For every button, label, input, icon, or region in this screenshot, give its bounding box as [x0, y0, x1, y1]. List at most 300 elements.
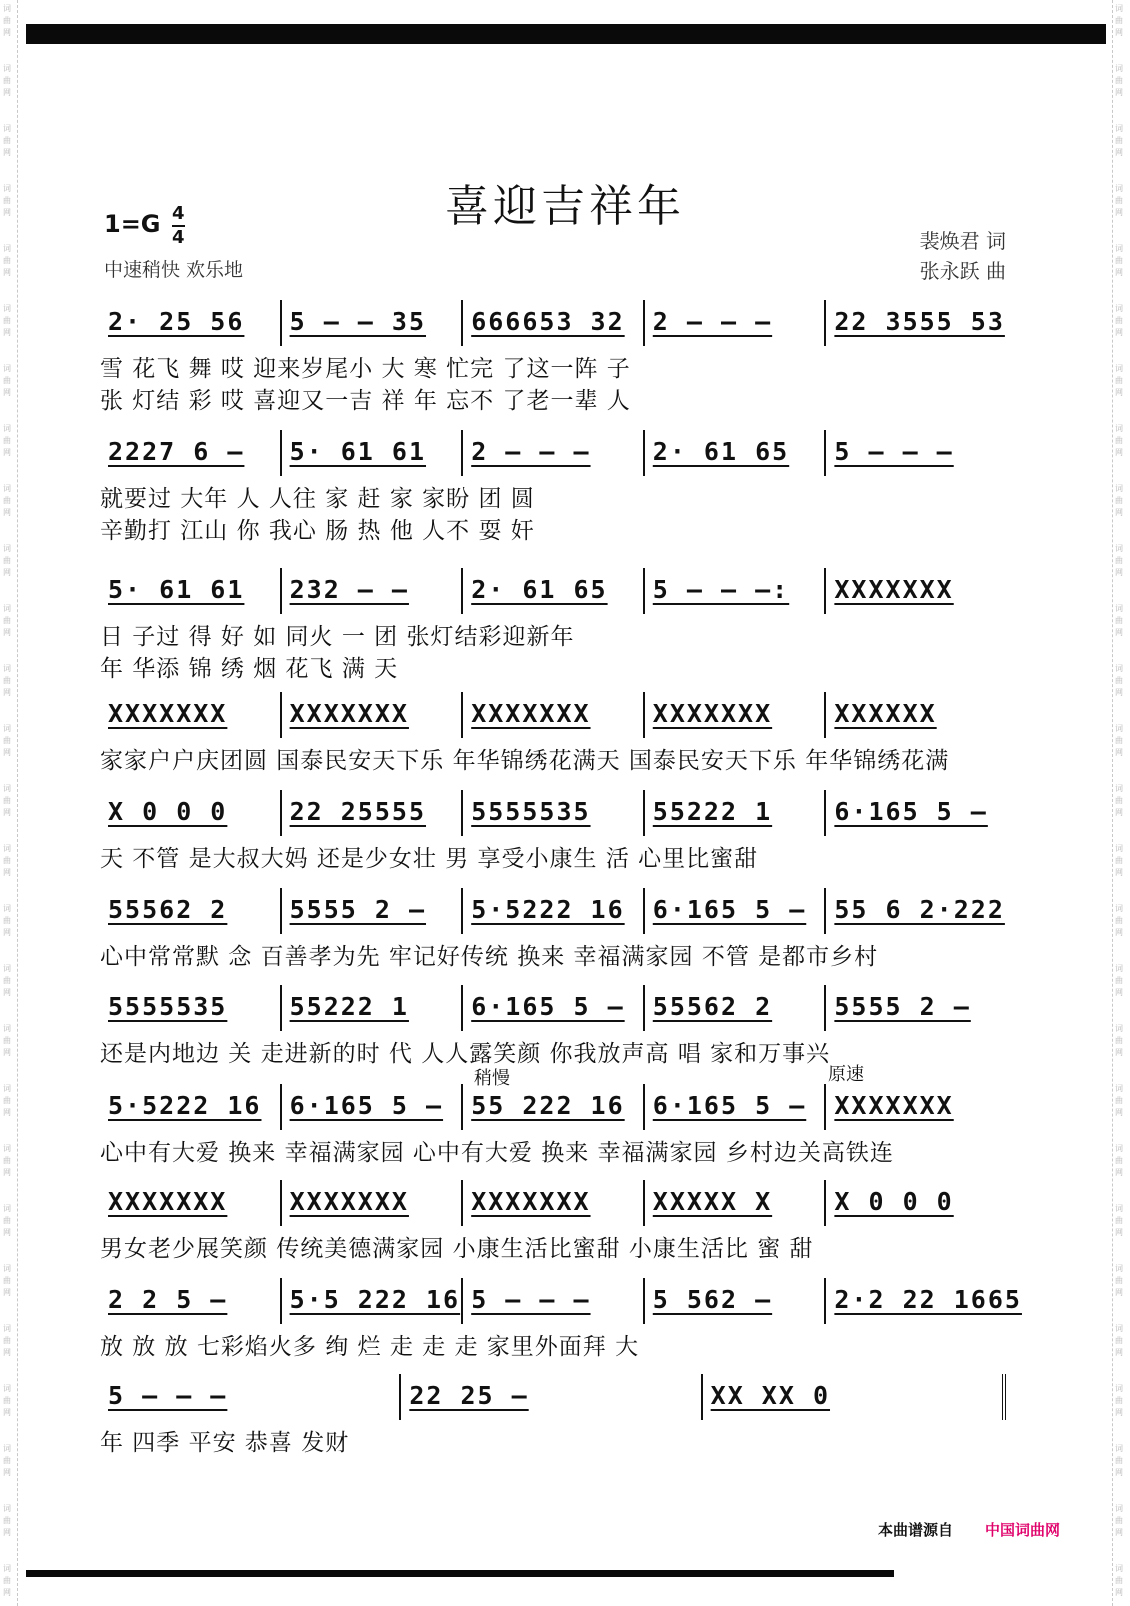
measure-notes: 5· 61 61 [108, 575, 245, 604]
watermark-glyph: 词 [3, 844, 11, 853]
watermark-glyph: 网 [1115, 568, 1123, 577]
time-signature-top: 4 [172, 203, 185, 224]
watermark-glyph: 词 [1115, 664, 1123, 673]
measure [280, 888, 462, 934]
watermark-glyph: 曲 [1115, 736, 1123, 745]
watermark-glyph: 网 [1115, 808, 1123, 817]
watermark-glyph: 曲 [1115, 376, 1123, 385]
watermark-glyph: 网 [1115, 1228, 1123, 1237]
watermark-glyph: 曲 [3, 856, 11, 865]
measure [100, 692, 280, 738]
watermark-glyph: 网 [1115, 1588, 1123, 1597]
watermark-glyph: 词 [1115, 724, 1123, 733]
watermark-glyph: 词 [1115, 784, 1123, 793]
watermark-glyph: 曲 [3, 1216, 11, 1225]
measure-notes: 5 – – – [471, 1285, 591, 1314]
watermark-glyph: 词 [1115, 484, 1123, 493]
watermark-glyph: 曲 [1115, 196, 1123, 205]
note-line [100, 985, 1006, 1031]
watermark-glyph: 词 [3, 1564, 11, 1573]
right-margin-watermark [1112, 0, 1128, 1606]
note-line [100, 692, 1006, 738]
measure [100, 300, 280, 346]
watermark-glyph: 曲 [3, 736, 11, 745]
measure [824, 430, 1006, 476]
watermark-glyph: 词 [1115, 1144, 1123, 1153]
measure [824, 790, 1006, 836]
watermark-glyph: 网 [3, 1288, 11, 1297]
watermark-glyph: 词 [3, 364, 11, 373]
watermark-glyph: 词 [1115, 1204, 1123, 1213]
key-signature: 1=G [104, 210, 161, 238]
watermark-glyph: 词 [1115, 844, 1123, 853]
watermark-glyph: 词 [3, 664, 11, 673]
measure-notes: 5555535 [471, 797, 591, 826]
lyric-line-verse-1: 还是内地边 关 走进新的时 代 人人露笑颜 你我放声高 唱 家和万事兴 [100, 1041, 831, 1067]
measure-notes: 5 – – 35 [289, 307, 427, 336]
watermark-glyph: 曲 [1115, 556, 1123, 565]
watermark-glyph: 曲 [1115, 1156, 1123, 1165]
measure [100, 985, 280, 1031]
measure-notes: 2227 6 – [108, 437, 245, 466]
measure [461, 790, 643, 836]
note-line [100, 1180, 1006, 1226]
measure-notes: 5 – – – [108, 1381, 228, 1410]
measure [461, 692, 643, 738]
measure-notes: 5555535 [108, 992, 228, 1021]
note-line [100, 1278, 1022, 1324]
watermark-glyph: 词 [3, 1264, 11, 1273]
top-border-bar [26, 24, 1106, 44]
watermark-glyph: 词 [3, 1144, 11, 1153]
watermark-glyph: 词 [1115, 904, 1123, 913]
measure-notes: XXXXXXX [108, 699, 228, 728]
lyric-line-verse-1: 天 不管 是大叔大妈 还是少女壮 男 享受小康生 活 心里比蜜甜 [100, 846, 759, 872]
watermark-glyph: 网 [3, 1408, 11, 1417]
watermark-glyph: 网 [3, 1168, 11, 1177]
watermark-glyph: 网 [3, 28, 11, 37]
measure [280, 568, 462, 614]
measure-notes: 2 2 5 – [108, 1285, 228, 1314]
measure [461, 985, 643, 1031]
watermark-glyph: 词 [1115, 184, 1123, 193]
measure [824, 1084, 1006, 1130]
measure [280, 692, 462, 738]
watermark-glyph: 网 [3, 628, 11, 637]
watermark-glyph: 曲 [3, 1276, 11, 1285]
watermark-glyph: 网 [3, 388, 11, 397]
note-line [100, 1084, 1006, 1130]
watermark-glyph: 词 [3, 304, 11, 313]
watermark-glyph: 曲 [1115, 916, 1123, 925]
measure-notes: 22 25555 [289, 797, 427, 826]
watermark-glyph: 网 [1115, 1348, 1123, 1357]
watermark-glyph: 网 [3, 208, 11, 217]
measure [461, 1180, 643, 1226]
watermark-glyph: 曲 [3, 796, 11, 805]
lyric-line-verse-1: 放 放 放 七彩焰火多 绚 烂 走 走 走 家里外面拜 大 [100, 1334, 640, 1360]
measure [280, 985, 462, 1031]
watermark-glyph: 曲 [3, 1516, 11, 1525]
watermark-glyph: 词 [3, 724, 11, 733]
watermark-glyph: 曲 [3, 1156, 11, 1165]
measure-notes: 232 – – [289, 575, 409, 604]
measure [643, 1084, 825, 1130]
note-line [100, 790, 1006, 836]
measure-notes: 55 222 16 [471, 1091, 625, 1120]
measure [643, 985, 825, 1031]
watermark-glyph: 曲 [1115, 1336, 1123, 1345]
measure-notes: 55222 1 [289, 992, 409, 1021]
watermark-glyph: 网 [3, 148, 11, 157]
measure [280, 1180, 462, 1226]
watermark-glyph: 曲 [3, 256, 11, 265]
watermark-glyph: 曲 [1115, 436, 1123, 445]
bottom-border-bar [26, 1570, 894, 1577]
measure-notes: 6·165 5 – [289, 1091, 444, 1120]
measure [824, 888, 1006, 934]
watermark-glyph: 词 [3, 1324, 11, 1333]
measure-notes: 5555 2 – [834, 992, 971, 1021]
watermark-glyph: 网 [3, 328, 11, 337]
watermark-glyph: 网 [1115, 1048, 1123, 1057]
lyric-line-verse-1: 就要过 大年 人 人往 家 赶 家 家盼 团 圆 [100, 486, 535, 512]
watermark-glyph: 网 [1115, 28, 1123, 37]
watermark-glyph: 曲 [3, 496, 11, 505]
watermark-glyph: 网 [3, 688, 11, 697]
watermark-glyph: 网 [3, 88, 11, 97]
watermark-glyph: 曲 [3, 1576, 11, 1585]
lyric-line-verse-1: 心中常常默 念 百善孝为先 牢记好传统 换来 幸福满家园 不管 是都市乡村 [100, 944, 879, 970]
lyric-line-verse-1: 日 子过 得 好 如 同火 一 团 张灯结彩迎新年 [100, 624, 575, 650]
watermark-glyph: 词 [1115, 1384, 1123, 1393]
measure-notes: 6·165 5 – [471, 992, 625, 1021]
measure-notes: 22 25 – [409, 1381, 529, 1410]
measure-notes: XXXXX X [652, 1187, 773, 1216]
measure-notes: 2·2 22 1665 [834, 1285, 1022, 1314]
watermark-glyph: 词 [3, 544, 11, 553]
measure-notes: 2· 61 65 [471, 575, 608, 604]
watermark-glyph: 词 [3, 124, 11, 133]
measure-notes: 5 – – –: [652, 575, 790, 604]
lyric-line-verse-1: 家家户户庆团圆 国泰民安天下乐 年华锦绣花满天 国泰民安天下乐 年华锦绣花满 [100, 748, 950, 774]
watermark-glyph: 网 [1115, 388, 1123, 397]
measure [643, 430, 825, 476]
measure-notes: XXXXXXX [471, 699, 591, 728]
watermark-glyph: 网 [3, 988, 11, 997]
watermark-glyph: 词 [3, 1024, 11, 1033]
watermark-glyph: 网 [1115, 1168, 1123, 1177]
watermark-glyph: 网 [1115, 868, 1123, 877]
left-margin-watermark [0, 0, 16, 1606]
watermark-glyph: 网 [3, 748, 11, 757]
measure-notes: 22 3555 53 [834, 307, 1005, 336]
watermark-glyph: 曲 [3, 1036, 11, 1045]
note-line [100, 888, 1006, 934]
measure-notes: 6·165 5 – [652, 1091, 807, 1120]
watermark-glyph: 曲 [3, 976, 11, 985]
watermark-glyph: 曲 [1115, 616, 1123, 625]
watermark-glyph: 曲 [1115, 316, 1123, 325]
watermark-glyph: 词 [1115, 1084, 1123, 1093]
source-label: 本曲谱源自 [878, 1521, 954, 1539]
measure [461, 568, 643, 614]
watermark-glyph: 网 [1115, 1408, 1123, 1417]
measure [280, 1278, 462, 1324]
watermark-glyph: 词 [1115, 1504, 1123, 1513]
measure-notes: XXXXXX [834, 699, 937, 728]
measure-notes: 6·165 5 – [834, 797, 988, 826]
watermark-glyph: 词 [3, 424, 11, 433]
watermark-glyph: 曲 [3, 1096, 11, 1105]
watermark-glyph: 网 [3, 1348, 11, 1357]
watermark-glyph: 词 [3, 1444, 11, 1453]
watermark-glyph: 网 [1115, 1288, 1123, 1297]
watermark-glyph: 曲 [3, 916, 11, 925]
measure [824, 300, 1006, 346]
measure [280, 300, 462, 346]
measure-notes: XXXXXXX [652, 699, 773, 728]
lyric-line-verse-1: 年 四季 平安 恭喜 发财 [100, 1430, 350, 1456]
watermark-glyph: 网 [3, 508, 11, 517]
lyric-line-verse-1: 雪 花飞 舞 哎 迎来岁尾小 大 寒 忙完 了这一阵 子 [100, 356, 631, 382]
watermark-glyph: 网 [1115, 88, 1123, 97]
watermark-glyph: 曲 [1115, 796, 1123, 805]
watermark-glyph: 曲 [1115, 1516, 1123, 1525]
watermark-glyph: 曲 [3, 136, 11, 145]
watermark-glyph: 网 [1115, 448, 1123, 457]
measure [461, 1084, 643, 1130]
watermark-glyph: 网 [1115, 748, 1123, 757]
measure [100, 1084, 280, 1130]
watermark-glyph: 词 [1115, 124, 1123, 133]
composer-credit: 张永跃 曲 [919, 259, 1006, 283]
watermark-glyph: 词 [3, 4, 11, 13]
measure-notes: 5· 61 61 [289, 437, 427, 466]
measure-notes: 2 – – – [652, 307, 773, 336]
watermark-glyph: 曲 [3, 16, 11, 25]
measure-notes: 5·5222 16 [471, 895, 625, 924]
watermark-glyph: 词 [1115, 304, 1123, 313]
watermark-glyph: 词 [1115, 604, 1123, 613]
measure [824, 1278, 1022, 1324]
measure-notes: 5·5 222 16 [289, 1285, 461, 1314]
measure [100, 790, 280, 836]
watermark-glyph: 词 [1115, 364, 1123, 373]
lyric-line-verse-1: 男女老少展笑颜 传统美德满家园 小康生活比蜜甜 小康生活比 蜜 甜 [100, 1236, 814, 1262]
watermark-glyph: 词 [1115, 1024, 1123, 1033]
watermark-glyph: 曲 [1115, 1576, 1123, 1585]
watermark-glyph: 曲 [3, 616, 11, 625]
watermark-glyph: 网 [1115, 1468, 1123, 1477]
watermark-glyph: 词 [3, 964, 11, 973]
watermark-glyph: 曲 [1115, 1276, 1123, 1285]
watermark-glyph: 词 [3, 484, 11, 493]
watermark-glyph: 词 [1115, 544, 1123, 553]
original-tempo-annotation: 原速 [828, 1064, 864, 1085]
measure-notes: 666653 32 [471, 307, 625, 336]
measure [643, 1180, 825, 1226]
watermark-glyph: 曲 [3, 676, 11, 685]
measure [824, 1180, 1006, 1226]
song-title: 喜迎吉祥年 [445, 181, 685, 232]
time-signature-bottom: 4 [172, 227, 185, 248]
watermark-glyph: 网 [3, 808, 11, 817]
measure-notes: 5 562 – [652, 1285, 773, 1314]
measure-notes: X 0 0 0 [834, 1187, 954, 1216]
watermark-glyph: 曲 [1115, 1216, 1123, 1225]
measure [100, 1180, 280, 1226]
watermark-glyph: 网 [3, 1588, 11, 1597]
watermark-glyph: 曲 [3, 1456, 11, 1465]
measure [461, 888, 643, 934]
measure-notes: 6·165 5 – [652, 895, 807, 924]
note-line [100, 430, 1006, 476]
watermark-glyph: 曲 [3, 436, 11, 445]
tempo-marking: 中速稍快 欢乐地 [104, 259, 244, 281]
measure-notes: XXXXXXX [289, 699, 409, 728]
watermark-glyph: 词 [3, 784, 11, 793]
watermark-glyph: 曲 [3, 196, 11, 205]
watermark-glyph: 网 [3, 448, 11, 457]
watermark-glyph: 曲 [1115, 1036, 1123, 1045]
watermark-glyph: 曲 [3, 316, 11, 325]
watermark-glyph: 网 [1115, 148, 1123, 157]
watermark-glyph: 词 [1115, 1264, 1123, 1273]
watermark-glyph: 词 [3, 1204, 11, 1213]
watermark-glyph: 曲 [1115, 1396, 1123, 1405]
watermark-glyph: 词 [3, 1084, 11, 1093]
measure [461, 430, 643, 476]
watermark-glyph: 网 [1115, 1528, 1123, 1537]
watermark-glyph: 网 [1115, 988, 1123, 997]
watermark-glyph: 词 [1115, 1564, 1123, 1573]
watermark-glyph: 网 [3, 868, 11, 877]
measure [643, 888, 825, 934]
measure-notes: 2· 61 65 [652, 437, 790, 466]
measure [100, 888, 280, 934]
measure-notes: 55 6 2·222 [834, 895, 1005, 924]
measure [100, 1374, 399, 1420]
watermark-glyph: 曲 [1115, 676, 1123, 685]
measure [824, 692, 1006, 738]
note-line [100, 300, 1006, 346]
watermark-glyph: 曲 [1115, 976, 1123, 985]
measure [643, 300, 825, 346]
watermark-glyph: 网 [1115, 328, 1123, 337]
measure-notes: XXXXXXX [289, 1187, 409, 1216]
measure [824, 568, 1006, 614]
measure [280, 790, 462, 836]
watermark-glyph: 曲 [1115, 76, 1123, 85]
measure-notes: XXXXXXX [834, 575, 954, 604]
watermark-glyph: 曲 [1115, 1096, 1123, 1105]
measure [701, 1374, 1006, 1420]
watermark-glyph: 曲 [1115, 1456, 1123, 1465]
lyric-line-verse-2: 辛勤打 江山 你 我心 肠 热 他 人不 耍 奸 [100, 518, 535, 544]
watermark-glyph: 曲 [1115, 856, 1123, 865]
watermark-glyph: 曲 [1115, 136, 1123, 145]
measure-notes: 2· 25 56 [108, 307, 245, 336]
watermark-glyph: 网 [3, 568, 11, 577]
watermark-glyph: 曲 [3, 1396, 11, 1405]
watermark-glyph: 网 [1115, 508, 1123, 517]
watermark-glyph: 网 [1115, 208, 1123, 217]
watermark-glyph: 网 [1115, 268, 1123, 277]
lyric-line-verse-1: 心中有大爱 换来 幸福满家园 心中有大爱 换来 幸福满家园 乡村边关高铁连 [100, 1140, 894, 1166]
measure [461, 300, 643, 346]
watermark-glyph: 词 [3, 184, 11, 193]
measure-notes: XX XX 0 [710, 1381, 831, 1410]
measure [643, 692, 825, 738]
measure [399, 1374, 700, 1420]
watermark-glyph: 词 [1115, 244, 1123, 253]
slower-annotation: 稍慢 [474, 1068, 510, 1089]
watermark-glyph: 网 [3, 928, 11, 937]
watermark-glyph: 网 [1115, 1108, 1123, 1117]
watermark-glyph: 词 [3, 604, 11, 613]
measure-notes: 5 – – – [834, 437, 954, 466]
watermark-glyph: 词 [1115, 964, 1123, 973]
measure [643, 790, 825, 836]
watermark-glyph: 曲 [1115, 256, 1123, 265]
watermark-glyph: 网 [3, 1228, 11, 1237]
watermark-glyph: 词 [3, 904, 11, 913]
measure-notes: X 0 0 0 [108, 797, 228, 826]
measure [280, 1084, 462, 1130]
measure [100, 430, 280, 476]
measure-notes: 2 – – – [471, 437, 591, 466]
measure [100, 568, 280, 614]
measure-notes: XXXXXXX [108, 1187, 228, 1216]
watermark-glyph: 网 [1115, 628, 1123, 637]
watermark-glyph: 曲 [1115, 496, 1123, 505]
watermark-glyph: 词 [1115, 1324, 1123, 1333]
watermark-glyph: 词 [3, 244, 11, 253]
watermark-glyph: 曲 [3, 376, 11, 385]
measure [100, 1278, 280, 1324]
note-line [100, 1374, 1006, 1420]
measure-notes: 55562 2 [652, 992, 773, 1021]
source-site-link[interactable]: 中国词曲网 [985, 1521, 1061, 1539]
measure-notes: 5555 2 – [289, 895, 427, 924]
watermark-glyph: 词 [1115, 4, 1123, 13]
measure-notes: 55222 1 [652, 797, 773, 826]
watermark-glyph: 词 [1115, 64, 1123, 73]
watermark-glyph: 网 [3, 1468, 11, 1477]
watermark-glyph: 网 [3, 268, 11, 277]
watermark-glyph: 曲 [3, 1336, 11, 1345]
measure [461, 1278, 643, 1324]
lyricist-credit: 裴焕君 词 [919, 229, 1006, 253]
measure [824, 985, 1006, 1031]
watermark-glyph: 网 [1115, 928, 1123, 937]
watermark-glyph: 词 [1115, 424, 1123, 433]
watermark-glyph: 网 [3, 1528, 11, 1537]
time-signature [172, 204, 185, 248]
measure-notes: XXXXXXX [834, 1091, 954, 1120]
watermark-glyph: 曲 [3, 76, 11, 85]
watermark-glyph: 网 [3, 1108, 11, 1117]
lyric-line-verse-2: 张 灯结 彩 哎 喜迎又一吉 祥 年 忘不 了老一辈 人 [100, 388, 631, 414]
measure-notes: 5·5222 16 [108, 1091, 262, 1120]
watermark-glyph: 曲 [3, 556, 11, 565]
watermark-glyph: 曲 [1115, 16, 1123, 25]
note-line [100, 568, 1006, 614]
measure-notes: 55562 2 [108, 895, 228, 924]
watermark-glyph: 词 [3, 1384, 11, 1393]
watermark-glyph: 网 [3, 1048, 11, 1057]
